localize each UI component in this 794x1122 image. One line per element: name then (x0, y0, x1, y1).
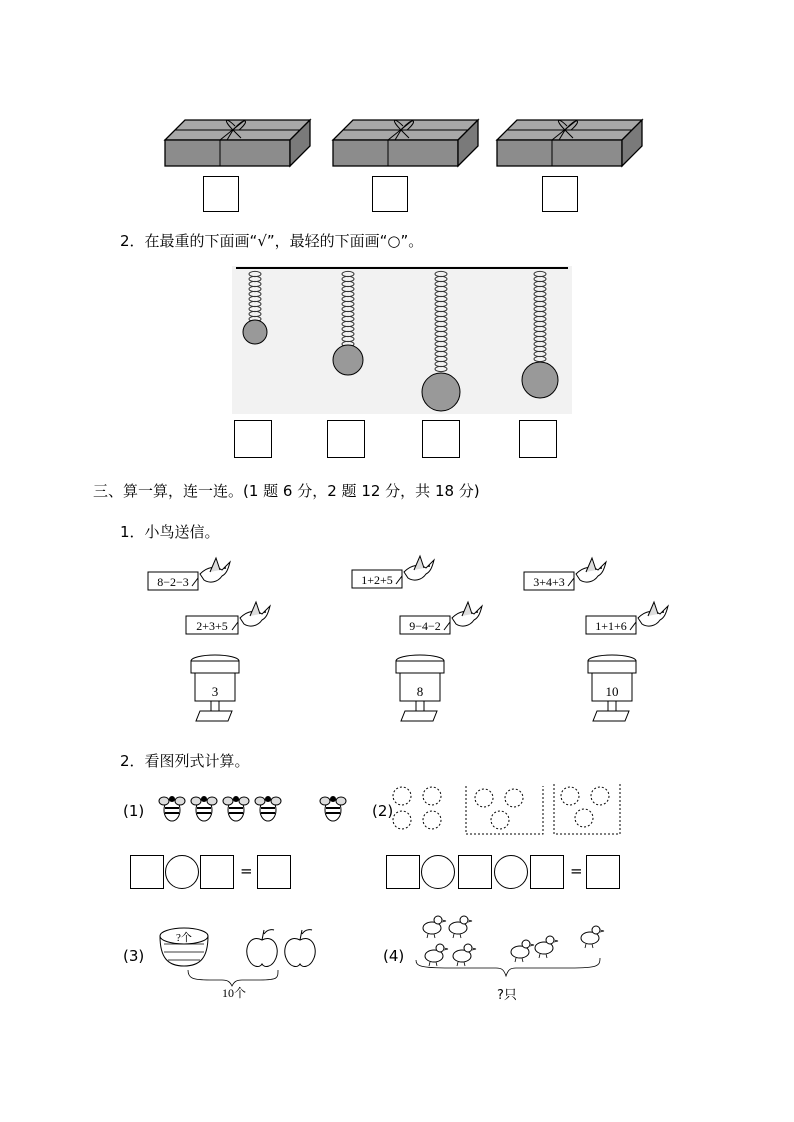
problem-4-total: ?只 (497, 988, 517, 1003)
problem-2-number: (2) (372, 802, 394, 820)
eq2-circle-2[interactable] (494, 855, 528, 889)
section-3-q2-label: 2．看图列式计算。 (120, 752, 250, 770)
bird-letters-figure (0, 550, 794, 740)
eq2-equals: = (570, 862, 583, 880)
problem-3-total: 10个 (222, 986, 247, 1000)
problem-4-number: (4) (383, 947, 405, 965)
bird-letter-text-5[interactable]: 3+4+3 (533, 575, 565, 589)
chicks-figure (410, 910, 620, 990)
answer-box-ball-4[interactable] (519, 420, 557, 458)
answer-box-ball-2[interactable] (327, 420, 365, 458)
question-2-text: 2．在最重的下面画“√”，最轻的下面画“○”。 (120, 232, 424, 250)
eq2-circle-1[interactable] (421, 855, 455, 889)
eq1-equals: = (240, 862, 253, 880)
answer-box-gift-1[interactable] (203, 176, 239, 212)
answer-box-ball-1[interactable] (234, 420, 272, 458)
eq2-box-3[interactable] (530, 855, 564, 889)
answer-box-ball-3[interactable] (422, 420, 460, 458)
eq1-box-result[interactable] (257, 855, 291, 889)
bees-figure (155, 790, 355, 830)
eq2-box-result[interactable] (586, 855, 620, 889)
springs-figure (230, 262, 575, 417)
bird-letter-text-6[interactable]: 1+1+6 (595, 619, 627, 633)
bird-letter-text-2[interactable]: 2+3+5 (196, 619, 228, 633)
basket-label: ?个 (176, 932, 192, 944)
eq1-box-1[interactable] (130, 855, 164, 889)
mailbox-number-1[interactable]: 3 (211, 684, 219, 699)
mailbox-number-2[interactable]: 8 (416, 684, 424, 699)
problem-3-number: (3) (123, 947, 145, 965)
section-3-q1-label: 1．小鸟送信。 (120, 523, 220, 541)
bird-letter-text-3[interactable]: 1+2+5 (361, 573, 393, 587)
circles-figure (388, 780, 628, 840)
eq1-circle[interactable] (165, 855, 199, 889)
problem-1-number: (1) (123, 802, 145, 820)
mailbox-number-3[interactable]: 10 (605, 684, 619, 699)
answer-box-gift-2[interactable] (372, 176, 408, 212)
eq2-box-2[interactable] (458, 855, 492, 889)
eq1-box-2[interactable] (200, 855, 234, 889)
answer-box-gift-3[interactable] (542, 176, 578, 212)
bird-letter-text-1[interactable]: 8−2−3 (157, 575, 189, 589)
eq2-box-1[interactable] (386, 855, 420, 889)
bird-letter-text-4[interactable]: 9−4−2 (409, 619, 441, 633)
section-3-heading: 三、算一算，连一连。(1 题 6 分，2 题 12 分，共 18 分) (93, 482, 480, 500)
